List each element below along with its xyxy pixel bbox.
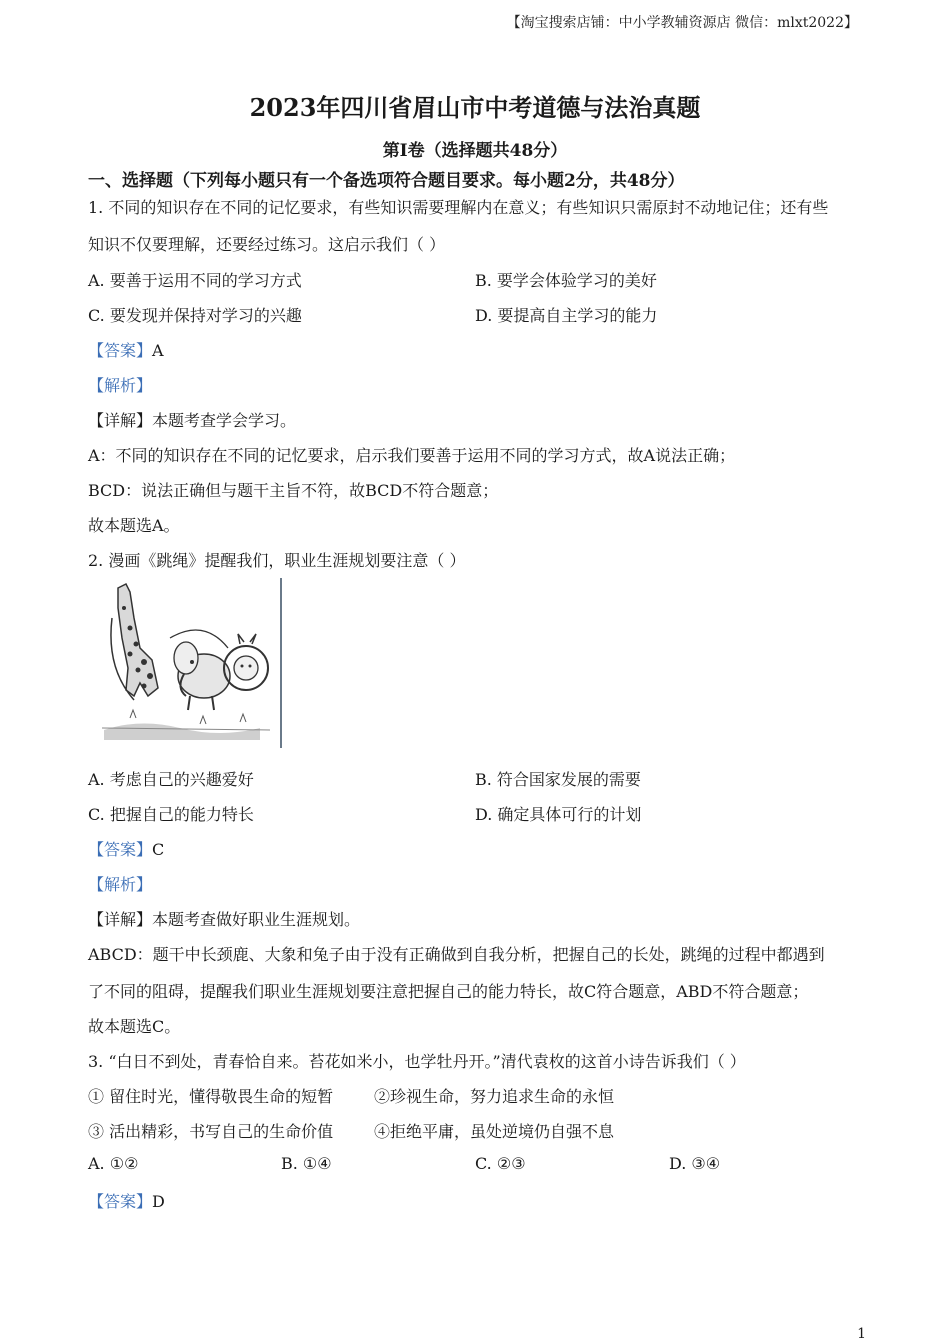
q1-option-c: C. 要发现并保持对学习的兴趣 [88, 306, 302, 325]
q2-detail: 【详解】本题考查做好职业生涯规划。 [88, 910, 361, 929]
q3-option-c: C. ②③ [475, 1154, 526, 1173]
page-title: 2023年四川省眉山市中考道德与法治真题 [249, 93, 701, 122]
answer-value: D [152, 1192, 165, 1211]
jump-rope-cartoon [100, 578, 284, 748]
q3-answer [88, 1189, 165, 1212]
q1-analysis-label: 【解析】 [88, 376, 153, 395]
answer-label: 【答案】 [88, 1192, 153, 1211]
cartoon-image [100, 578, 284, 748]
q2-analysis-label: 【解析】 [88, 875, 153, 894]
answer-label: 【答案】 [88, 840, 153, 859]
answer-value: A [152, 341, 164, 360]
q3-option-b: B. ①④ [281, 1154, 332, 1173]
q2-line2: 了不同的阻碍，提醒我们职业生涯规划要注意把握自己的能力特长，故C符合题意，ABD不符合题意； [88, 982, 809, 1001]
q1-option-b: B. 要学会体验学习的美好 [475, 271, 657, 290]
q3-stem: 3. “白日不到处，青春恰自来。苔花如米小，也学牡丹开。”清代袁枚的这首小诗告诉我们（ ） [88, 1052, 746, 1071]
q2-conclusion: 故本题选C。 [88, 1017, 181, 1036]
section-heading: 一、选择题（下列每小题只有一个备选项符合题目要求。每小题2分，共48分） [88, 171, 685, 191]
q3-option-a: A. ①② [88, 1154, 139, 1173]
q3-statement-1: ① 留住时光，懂得敬畏生命的短暂 [88, 1087, 334, 1106]
q2-answer [88, 837, 164, 860]
q1-line-a: A：不同的知识存在不同的记忆要求，启示我们要善于运用不同的学习方式，故A说法正确； [88, 446, 736, 465]
shop-info: 【淘宝搜索店铺：中小学教辅资源店 微信：mlxt2022】 [506, 15, 858, 31]
q1-option-d: D. 要提高自主学习的能力 [475, 306, 658, 325]
q3-statement-2: ②珍视生命，努力追求生命的永恒 [374, 1087, 615, 1106]
q1-answer [88, 338, 164, 361]
q3-statement-4: ④拒绝平庸，虽处逆境仍自强不息 [374, 1122, 615, 1141]
q2-option-a: A. 考虑自己的兴趣爱好 [88, 770, 254, 789]
q2-option-d: D. 确定具体可行的计划 [475, 805, 642, 824]
q1-stem-line1: 1. 不同的知识存在不同的记忆要求，有些知识需要理解内在意义；有些知识只需原封不动地记住；还有些 [88, 198, 829, 217]
q1-option-a: A. 要善于运用不同的学习方式 [88, 271, 302, 290]
q1-line-bcd: BCD：说法正确但与题干主旨不符，故BCD不符合题意； [88, 481, 499, 500]
q1-detail: 【详解】本题考查学会学习。 [88, 411, 297, 430]
q2-stem: 2. 漫画《跳绳》提醒我们，职业生涯规划要注意（ ） [88, 551, 466, 570]
page-subtitle: 第I卷（选择题共48分） [382, 141, 568, 161]
answer-value: C [152, 840, 165, 859]
q2-option-c: C. 把握自己的能力特长 [88, 805, 254, 824]
q1-stem-line2: 知识不仅要理解，还要经过练习。这启示我们（ ） [88, 235, 446, 254]
page-number: 1 [857, 1326, 866, 1342]
q2-option-b: B. 符合国家发展的需要 [475, 770, 641, 789]
q3-option-d: D. ③④ [669, 1154, 721, 1173]
q2-line1: ABCD：题干中长颈鹿、大象和兔子由于没有正确做到自我分析，把握自己的长处，跳绳的过程中都遇到 [88, 945, 825, 964]
q1-conclusion: 故本题选A。 [88, 516, 180, 535]
answer-label: 【答案】 [88, 341, 153, 360]
q3-statement-3: ③ 活出精彩，书写自己的生命价值 [88, 1122, 334, 1141]
